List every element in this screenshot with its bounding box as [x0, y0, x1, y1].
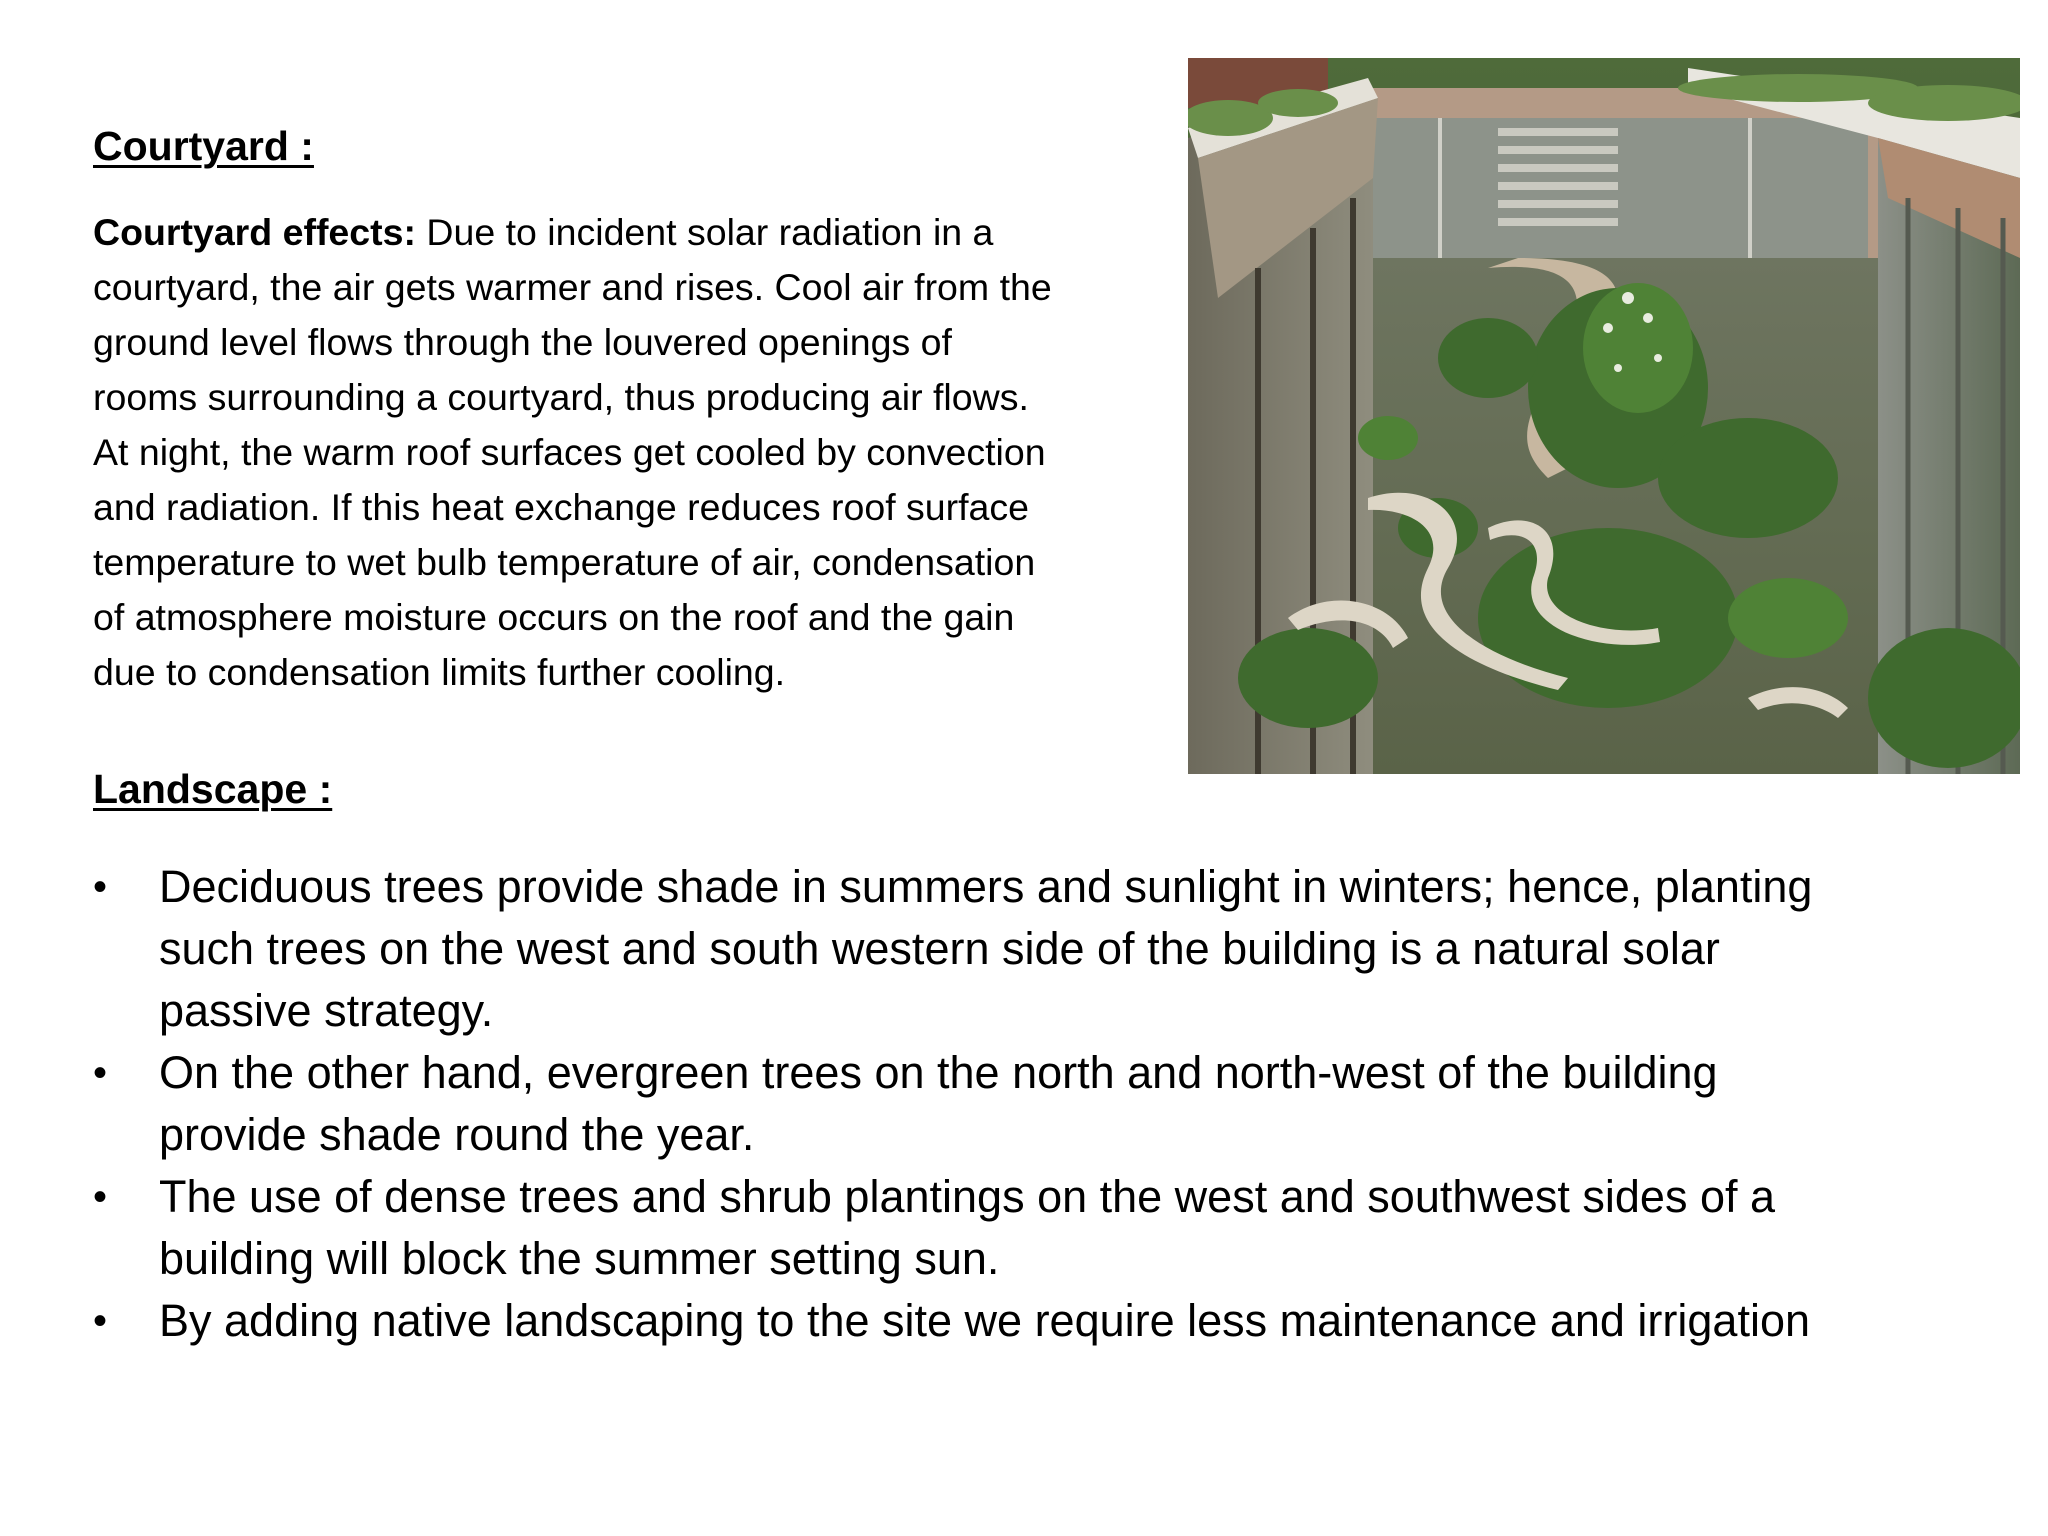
courtyard-line-3: rooms surrounding a courtyard, thus producing air flows.: [93, 376, 1029, 418]
courtyard-line-0: Due to incident solar radiation in a: [415, 211, 994, 253]
courtyard-line-2: ground level flows through the louvered openings of: [93, 321, 952, 363]
landscape-heading: Landscape :: [93, 766, 333, 812]
bullet-line: such trees on the west and south western side of the building is a natural solar: [159, 923, 1720, 974]
bullet-marker: •: [93, 1051, 108, 1095]
list-item: [93, 1166, 2033, 1290]
bullet-line: provide shade round the year.: [159, 1109, 755, 1160]
bullet-line: On the other hand, evergreen trees on the north and north-west of the building: [159, 1047, 1718, 1098]
courtyard-photo: [1188, 58, 2020, 774]
courtyard-line-6: temperature to wet bulb temperature of air, condensation: [93, 541, 1036, 583]
courtyard-line-7: of atmosphere moisture occurs on the roof and the gain: [93, 596, 1015, 638]
courtyard-paragraph: [93, 205, 1173, 700]
bullet-marker: •: [93, 1175, 108, 1219]
courtyard-lead: Courtyard effects:: [93, 211, 416, 253]
courtyard-line-1: courtyard, the air gets warmer and rises. Cool air from the: [93, 266, 1052, 308]
courtyard-line-5: and radiation. If this heat exchange reduces roof surface: [93, 486, 1029, 528]
bullet-marker: •: [93, 865, 108, 909]
bullet-line: building will block the summer setting sun.: [159, 1233, 1000, 1284]
list-item: [93, 1290, 2033, 1352]
bullet-marker: •: [93, 1299, 108, 1343]
bullet-line: Deciduous trees provide shade in summers and sunlight in winters; hence, planting: [159, 861, 1813, 912]
bullet-line: The use of dense trees and shrub plantings on the west and southwest sides of a: [159, 1171, 1776, 1222]
courtyard-line-4: At night, the warm roof surfaces get cooled by convection: [93, 431, 1046, 473]
bullet-line: By adding native landscaping to the site we require less maintenance and irrigation: [159, 1295, 1811, 1346]
courtyard-heading: Courtyard :: [93, 123, 314, 169]
bullet-line: passive strategy.: [159, 985, 494, 1036]
courtyard-paragraph-line: [93, 205, 1173, 260]
list-item: [93, 1042, 2033, 1166]
courtyard-line-8: due to condensation limits further cooling.: [93, 651, 786, 693]
landscape-bullet-list: [93, 856, 2033, 1352]
courtyard-garden-image: [1188, 58, 2020, 774]
list-item: [93, 856, 2033, 1042]
